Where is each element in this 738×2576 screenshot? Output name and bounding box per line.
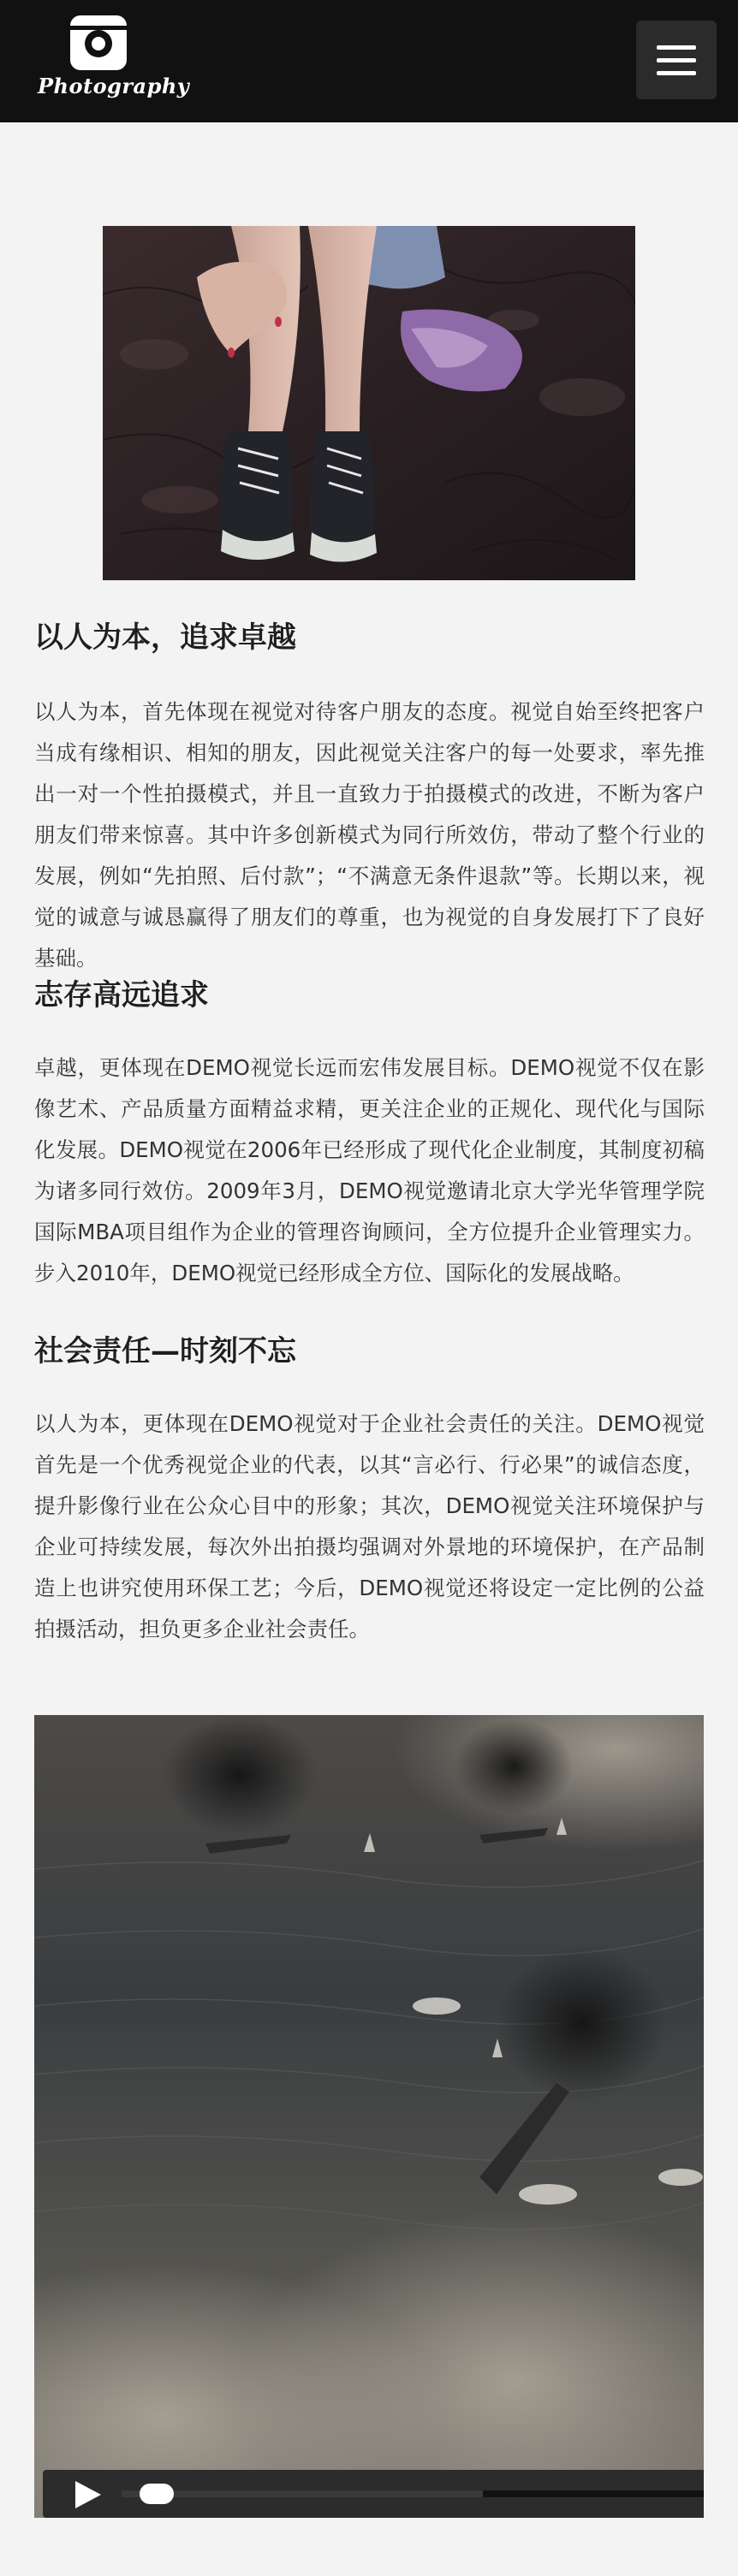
site-logo[interactable] <box>38 15 190 110</box>
menu-button[interactable] <box>636 21 717 99</box>
section-body: 卓越，更体现在DEMO视觉长远而宏伟发展目标。DEMO视觉不仅在影像艺术、产品质量方面精益求精，更关注企业的正规化、现代化与国际化发展。DEMO视觉在2006年已经形成了现代化企业制度，其制度初稿为诸多同行效仿。2009年3月，DEMO视觉邀请北京大学光华管理学院国际MBA项目组作为企业的管理咨询顾问，全方位提升企业管理实力。步入2010年，DEMO视觉已经形成全方位、国际化的发展战略。 <box>34 1055 705 1285</box>
video-controls <box>43 2470 704 2518</box>
site-header <box>0 0 738 122</box>
hero-image <box>103 226 635 580</box>
video-player[interactable] <box>34 1715 704 2518</box>
progress-bar[interactable] <box>122 2490 704 2497</box>
section-title: 以人为本，追求卓越 <box>34 620 296 655</box>
section-title: 社会责任—时刻不忘 <box>34 1334 296 1368</box>
section-body: 以人为本，更体现在DEMO视觉对于企业社会责任的关注。DEMO视觉首先是一个优秀视觉企业的代表，以其“言必行、行必果”的诚信态度，提升影像行业在公众心目中的形象；其次，DEMO视觉关注环境保护与企业可持续发展，每次外出拍摄均强调对外景地的环境保护，在产品制造上也讲究使用环保工艺；今后，DEMO视觉还将设定一定比例的公益拍摄活动，担负更多企业社会责任。 <box>34 1411 705 1641</box>
video-frame <box>34 1715 704 2518</box>
camera-icon <box>70 15 127 70</box>
buffered-bar <box>122 2490 483 2497</box>
play-icon[interactable] <box>75 2481 101 2508</box>
logo-text: Photography <box>38 74 190 98</box>
section-body: 以人为本，首先体现在视觉对待客户朋友的态度。视觉自始至终把客户当成有缘相识、相知的朋友，因此视觉关注客户的每一处要求，率先推出一对一个性拍摄模式，并且一直致力于拍摄模式的改进，不断为客户朋友们带来惊喜。其中许多创新模式为同行所效仿，带动了整个行业的发展，例如“先拍照、后付款”；“不满意无条件退款”等。长期以来，视觉的诚意与诚恳赢得了朋友们的尊重，也为视觉的自身发展打下了良好基础。 <box>34 699 705 970</box>
section-title: 志存高远追求 <box>34 978 209 1012</box>
progress-handle[interactable] <box>140 2484 174 2504</box>
